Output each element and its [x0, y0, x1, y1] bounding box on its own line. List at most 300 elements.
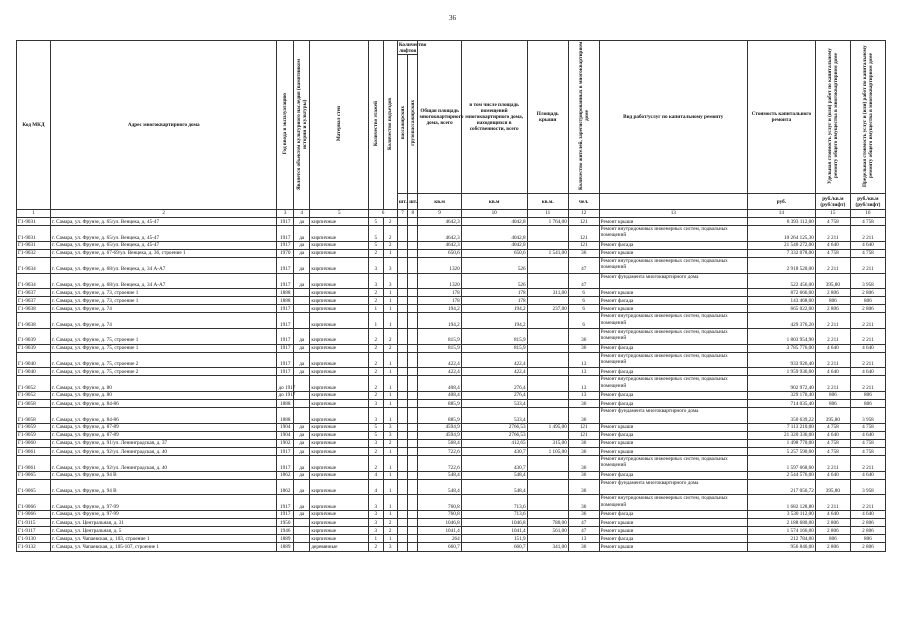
cell-total-area: 1320 [418, 273, 461, 289]
cell-roof-area [527, 257, 568, 273]
cell-material: кирпичные [310, 495, 369, 511]
cell-address: г. Самара, ул. Фрунзе, д. 75, строение 1 [50, 344, 277, 352]
cell-entrances: 2 [383, 344, 397, 352]
cell-max-cost: 806 [850, 392, 885, 400]
cell-residents: 121 [568, 241, 599, 249]
cell-address: г. Самара, ул. Фрунзе, д. 74 [50, 313, 277, 329]
cell-unit-cost: 806 [815, 392, 850, 400]
cell-material: кирпичные [310, 448, 369, 456]
header-work-type: Вид работ/услуг по капитальному ремонту [599, 41, 747, 194]
cell-lifts-passenger [397, 479, 407, 495]
cell-cost: 8 393 112,00 [747, 218, 815, 226]
cell-entrances: 3 [383, 273, 397, 289]
cell-address: г. Самара, ул. Фрунзе, д. 97-99 [50, 495, 277, 511]
cell-residents: 6 [568, 289, 599, 297]
cell-residents: 36 [568, 456, 599, 472]
cell-total-area: 194,2 [418, 313, 461, 329]
cell-code: Г1-9038 [17, 305, 51, 313]
cell-lifts-cargo [408, 249, 418, 257]
cell-unit-cost: 395,80 [815, 479, 850, 495]
cell-entrances: 1 [383, 297, 397, 305]
cell-owned-area: 1041,4 [461, 527, 527, 535]
cell-max-cost: 2 211 [850, 376, 885, 392]
cell-residents: 36 [568, 249, 599, 257]
cell-lifts-passenger [397, 423, 407, 431]
cell-material: кирпичные [310, 511, 369, 519]
cell-lifts-cargo [408, 448, 418, 456]
cell-material: кирпичные [310, 423, 369, 431]
cell-max-cost: 2 211 [850, 313, 885, 329]
cell-roof-area: 341,00 [527, 543, 568, 551]
cell-entrances: 1 [383, 352, 397, 368]
cell-lifts-cargo [408, 471, 418, 479]
cell-cultural: да [293, 495, 309, 511]
cell-max-cost: 2 211 [850, 329, 885, 345]
cell-residents: 36 [568, 400, 599, 408]
cell-lifts-passenger [397, 511, 407, 519]
cell-floors: 3 [369, 439, 383, 447]
cell-year: 1904 [277, 431, 293, 439]
table-row [17, 218, 886, 226]
header-max-cost: Предельная стоимость услуг и (или) работ по капитальному ремонту общего имущества в многоквартирном доме [861, 45, 874, 187]
cell-residents: 47 [568, 257, 599, 273]
cell-material: кирпичные [310, 218, 369, 226]
cell-unit-cost: 806 [815, 297, 850, 305]
cell-residents: 36 [568, 448, 599, 456]
cell-work-type: Ремонт крыши [599, 289, 747, 297]
cell-year: 1888 [277, 297, 293, 305]
cell-floors: 2 [369, 297, 383, 305]
cell-floors: 4 [369, 479, 383, 495]
table-row [17, 273, 886, 289]
cell-work-type: Ремонт фасада [599, 535, 747, 543]
cell-work-type: Ремонт фасада [599, 344, 747, 352]
cell-material: кирпичные [310, 527, 369, 535]
cell-unit-cost: 2 806 [815, 527, 850, 535]
cell-residents: 36 [568, 543, 599, 551]
cell-max-cost: 4 640 [850, 511, 885, 519]
table-row [17, 527, 886, 535]
cell-owned-area: 194,2 [461, 305, 527, 313]
cell-lifts-cargo [408, 431, 418, 439]
cell-work-type: Ремонт крыши [599, 527, 747, 535]
cell-work-type: Ремонт фундамента многоквартирного дома [599, 479, 747, 495]
cell-material: кирпичные [310, 408, 369, 424]
cell-material: кирпичные [310, 289, 369, 297]
cell-work-type: Ремонт внутридомовых инженерных систем, подвальных помещений [599, 352, 747, 368]
cell-cost: 902 972,40 [747, 376, 815, 392]
cell-total-area: 815,9 [418, 344, 461, 352]
cell-floors: 2 [369, 376, 383, 392]
unit-cost: руб. [747, 194, 815, 210]
cell-total-area: 568,4 [418, 439, 461, 447]
cell-lifts-passenger [397, 273, 407, 289]
cell-roof-area: 315,00 [527, 439, 568, 447]
cell-total-area: 722,6 [418, 456, 461, 472]
cell-max-cost: 2 211 [850, 257, 885, 273]
cell-entrances: 3 [383, 423, 397, 431]
cell-material: кирпичные [310, 305, 369, 313]
cell-material: кирпичные [310, 313, 369, 329]
unit-total-area: кв.м [418, 194, 461, 210]
cell-year: 1917 [277, 329, 293, 345]
cell-material: деревянные [310, 543, 369, 551]
cell-floors: 2 [369, 543, 383, 551]
cell-lifts-cargo [408, 527, 418, 535]
cell-unit-cost: 4 758 [815, 448, 850, 456]
cell-owned-area: 422,4 [461, 368, 527, 376]
cell-owned-area: 276,4 [461, 376, 527, 392]
cell-cost: 429 376,20 [747, 313, 815, 329]
cell-floors: 3 [369, 408, 383, 424]
unit-lifts-cargo: шт. [408, 194, 418, 210]
cell-lifts-cargo [408, 495, 418, 511]
cell-owned-area: 4042,8 [461, 241, 527, 249]
cell-cultural: да [293, 249, 309, 257]
cell-code: Г1-9061 [17, 448, 51, 456]
cell-cultural: да [293, 226, 309, 242]
cell-floors: 3 [369, 519, 383, 527]
cell-cost: 872 666,00 [747, 289, 815, 297]
cell-lifts-passenger [397, 344, 407, 352]
cell-address: г. Самара, ул. Фрунзе, д. 65/ул. Венцека, д. 45-47 [50, 226, 277, 242]
cell-owned-area: 533,4 [461, 400, 527, 408]
cell-year: до 1917 [278, 392, 296, 399]
cell-unit-cost: 2 806 [815, 289, 850, 297]
cell-total-area: 4594,9 [418, 431, 461, 439]
cell-address: г. Самара, ул. Фрунзе, д. 92/ул. Ленинградская, д. 40 [50, 448, 277, 456]
cell-unit-cost: 2 211 [815, 495, 850, 511]
cell-cost: 665 022,00 [747, 305, 815, 313]
cell-unit-cost: 4 640 [815, 471, 850, 479]
cell-unit-cost: 395,80 [815, 273, 850, 289]
cell-owned-area: 412,65 [461, 439, 527, 447]
cell-cultural: да [293, 352, 309, 368]
column-number: 16 [850, 210, 885, 218]
cell-owned-area: 713,6 [461, 511, 527, 519]
cell-code: Г1-9037 [17, 297, 51, 305]
cell-roof-area [527, 344, 568, 352]
cell-max-cost: 806 [850, 400, 885, 408]
cell-material: кирпичные [310, 519, 369, 527]
header-material: Материал стен [336, 106, 343, 142]
cell-residents: 121 [568, 226, 599, 242]
cell-entrances: 1 [383, 289, 397, 297]
cell-material: кирпичные [310, 226, 369, 242]
cell-code: Г1-9034 [17, 257, 51, 273]
cell-lifts-cargo [408, 241, 418, 249]
cell-entrances: 1 [383, 392, 397, 400]
cell-total-area: 4642,3 [418, 218, 461, 226]
cell-code: Г1-9052 [17, 376, 51, 392]
cell-unit-cost: 4 640 [815, 511, 850, 519]
cell-cultural [293, 535, 309, 543]
cell-owned-area: 4042,8 [461, 226, 527, 242]
cell-cultural [293, 527, 309, 535]
cell-lifts-passenger [397, 257, 407, 273]
cell-year: 1917 [277, 273, 293, 289]
cell-year: 1950 [277, 519, 293, 527]
cell-lifts-passenger [397, 249, 407, 257]
table-row [17, 400, 886, 408]
cell-cultural: да [293, 479, 309, 495]
cell-work-type: Ремонт крыши [599, 519, 747, 527]
column-number: 2 [50, 210, 277, 218]
cell-lifts-passenger [397, 448, 407, 456]
cell-work-type: Ремонт фундамента многоквартирного дома [599, 273, 747, 289]
cell-owned-area: 151,9 [461, 535, 527, 543]
cell-lifts-passenger [397, 543, 407, 551]
cell-floors: 5 [369, 218, 383, 226]
cell-unit-cost: 2 806 [815, 519, 850, 527]
cell-lifts-cargo [408, 273, 418, 289]
cell-address: г. Самара, ул. Фрунзе, д. 92/ул. Ленинградская, д. 40 [50, 456, 277, 472]
cell-total-area: 264 [418, 535, 461, 543]
cell-lifts-passenger [397, 431, 407, 439]
column-number-row [17, 210, 886, 218]
cell-entrances: 1 [383, 471, 397, 479]
cell-code: Г1-9059 [17, 431, 51, 439]
cell-entrances: 1 [383, 376, 397, 392]
cell-lifts-cargo [408, 344, 418, 352]
cell-total-area: 178 [418, 297, 461, 305]
cell-unit-cost: 2 211 [815, 456, 850, 472]
cell-lifts-cargo [408, 329, 418, 345]
cell-lifts-passenger [397, 297, 407, 305]
cell-max-cost: 4 758 [850, 218, 885, 226]
table-row [17, 352, 886, 368]
cell-address: г. Самара, ул. Фрунзе, д. 65/ул. Венцека, д. 45-47 [50, 218, 277, 226]
header-cultural: Является объектом культурного наследия (памятником истории и культуры) [295, 58, 308, 190]
cell-year: 1917 [277, 218, 293, 226]
unit-residents: чел. [568, 194, 599, 210]
cell-roof-area [527, 352, 568, 368]
cell-year: 1889 [277, 543, 293, 551]
cell-roof-area [527, 479, 568, 495]
cell-lifts-cargo [408, 519, 418, 527]
table-row [17, 344, 886, 352]
cell-address: г. Самара, ул. Фрунзе, д. 67-69/ул. Венцека, д. 36, строение 1 [50, 249, 277, 257]
cell-lifts-passenger [397, 400, 407, 408]
cell-lifts-cargo [408, 289, 418, 297]
cell-roof-area [527, 511, 568, 519]
cell-lifts-cargo [408, 408, 418, 424]
cell-roof-area: 1 105,00 [527, 448, 568, 456]
cell-cost: 1 803 954,90 [747, 329, 815, 345]
cell-code: Г1-9117 [17, 527, 51, 535]
table-row [17, 392, 886, 400]
cell-max-cost: 806 [850, 297, 885, 305]
cell-max-cost: 2 806 [850, 527, 885, 535]
cell-cost: 7 113 210,00 [747, 423, 815, 431]
cell-owned-area: 815,9 [461, 344, 527, 352]
cell-unit-cost: 2 211 [815, 313, 850, 329]
cell-lifts-cargo [408, 313, 418, 329]
table-row [17, 543, 886, 551]
cell-floors: 5 [369, 431, 383, 439]
cell-residents: 6 [568, 305, 599, 313]
cell-year: 1862 [277, 471, 293, 479]
column-number: 4 [293, 210, 309, 218]
cell-max-cost: 2 806 [850, 305, 885, 313]
cell-total-area: 408,4 [418, 392, 461, 400]
cell-address: г. Самара, ул. Фрунзе, д. 75, строение 1 [50, 329, 277, 345]
cell-cost: 2 188 680,00 [747, 519, 815, 527]
cell-max-cost: 4 640 [850, 241, 885, 249]
cell-owned-area: 178 [461, 289, 527, 297]
cell-entrances: 2 [383, 439, 397, 447]
cell-address: г. Самара, ул. Фрунзе, д. 87-89 [50, 423, 277, 431]
cell-floors: 3 [369, 511, 383, 519]
table-row [17, 456, 886, 472]
cell-cost: 217 056,72 [747, 479, 815, 495]
cell-lifts-cargo [408, 392, 418, 400]
cell-residents: 36 [568, 511, 599, 519]
cell-year: 1888 [277, 289, 293, 297]
cell-lifts-cargo [408, 257, 418, 273]
table-row [17, 535, 886, 543]
cell-material: кирпичные [310, 297, 369, 305]
cell-residents: 13 [568, 376, 599, 392]
cell-residents: 36 [568, 329, 599, 345]
cell-owned-area: 430,7 [461, 456, 527, 472]
header-total-area: Общая площадь многоквартирного дома, всего [418, 41, 461, 194]
cell-material: кирпичные [310, 249, 369, 257]
cell-code: Г1-9032 [17, 249, 51, 257]
cell-work-type: Ремонт фасада [599, 400, 747, 408]
cell-floors: 3 [369, 273, 383, 289]
cell-material: кирпичные [310, 439, 369, 447]
cell-floors: 1 [369, 305, 383, 313]
column-number: 13 [599, 210, 747, 218]
cell-residents: 13 [568, 368, 599, 376]
cell-owned-area: 548,4 [461, 471, 527, 479]
table-row [17, 439, 886, 447]
cell-lifts-cargo [408, 305, 418, 313]
header-owned-area: в том числе площадь помещений многоквартирного дома, находящихся в собственности, всего [461, 41, 527, 194]
cell-total-area: 885,9 [418, 408, 461, 424]
cell-unit-cost: 4 758 [815, 423, 850, 431]
table-row [17, 368, 886, 376]
column-number: 3 [277, 210, 293, 218]
cell-owned-area: 1046,8 [461, 519, 527, 527]
cell-roof-area: 1 495,00 [527, 423, 568, 431]
cell-cultural [293, 313, 309, 329]
cell-entrances: 1 [383, 249, 397, 257]
table-row [17, 289, 886, 297]
cell-roof-area: 311,00 [527, 289, 568, 297]
cell-material: кирпичные [310, 241, 369, 249]
column-number: 9 [418, 210, 461, 218]
cell-owned-area: 276,4 [461, 392, 527, 400]
table-body [17, 210, 886, 552]
header-code: Код МКД [17, 41, 51, 210]
cell-total-area: 548,4 [418, 479, 461, 495]
cell-roof-area: 237,00 [527, 305, 568, 313]
cell-unit-cost: 2 211 [815, 226, 850, 242]
cell-year: 1917 [277, 305, 293, 313]
cell-residents: 36 [568, 495, 599, 511]
cell-owned-area: 194,2 [461, 313, 527, 329]
cell-floors: 2 [369, 249, 383, 257]
cell-work-type: Ремонт крыши [599, 439, 747, 447]
cell-unit-cost: 2 806 [815, 305, 850, 313]
cell-code: Г1-9058 [17, 400, 51, 408]
cell-owned-area: 4042,8 [461, 218, 527, 226]
cell-year: 1917 [277, 495, 293, 511]
cell-cost: 329 170,40 [747, 392, 815, 400]
unit-unit-cost: руб./кв.м (руб/лифт) [815, 194, 850, 210]
cell-max-cost: 3 958 [850, 408, 885, 424]
cell-roof-area [527, 297, 568, 305]
cell-lifts-passenger [397, 527, 407, 535]
cell-roof-area [527, 241, 568, 249]
cell-roof-area [527, 535, 568, 543]
cell-lifts-passenger [397, 535, 407, 543]
cell-residents: 121 [568, 423, 599, 431]
cell-unit-cost: 806 [815, 400, 850, 408]
cell-lifts-passenger [397, 218, 407, 226]
cell-code: Г1-9031 [17, 218, 51, 226]
cell-code: Г1-9038 [17, 313, 51, 329]
cell-floors: 3 [369, 400, 383, 408]
cell-floors: 1 [369, 535, 383, 543]
page-number: 36 [449, 14, 456, 22]
cell-cultural [293, 289, 309, 297]
cell-lifts-cargo [408, 439, 418, 447]
cell-cultural: да [293, 439, 309, 447]
header-lifts: Количество лифтов [398, 41, 427, 54]
cell-residents: 13 [568, 535, 599, 543]
cell-floors: 2 [369, 368, 383, 376]
cell-lifts-passenger [397, 392, 407, 400]
cell-floors: 2 [369, 289, 383, 297]
cell-total-area: 760,8 [418, 495, 461, 511]
cell-cost: 2 918 520,00 [747, 257, 815, 273]
cell-address: г. Самара, ул. Фрунзе, д. 73, строение 1 [50, 297, 277, 305]
cell-roof-area [527, 226, 568, 242]
cell-owned-area: 430,7 [461, 448, 527, 456]
table-row [17, 226, 886, 242]
cell-code: Г1-9040 [17, 368, 51, 376]
cell-material: кирпичные [310, 376, 369, 392]
table-row [17, 519, 886, 527]
cell-cultural: да [293, 423, 309, 431]
cell-unit-cost: 806 [815, 535, 850, 543]
cell-unit-cost: 2 806 [815, 543, 850, 551]
cell-material: кирпичные [310, 471, 369, 479]
cell-entrances: 1 [383, 448, 397, 456]
column-number: 5 [310, 210, 369, 218]
cell-lifts-cargo [408, 226, 418, 242]
column-number: 15 [815, 210, 850, 218]
cell-entrances: 2 [383, 519, 397, 527]
cell-lifts-passenger [397, 368, 407, 376]
cell-code: Г1-9130 [17, 535, 51, 543]
cell-max-cost: 3 958 [850, 479, 885, 495]
cell-residents: 6 [568, 313, 599, 329]
cell-max-cost: 806 [850, 535, 885, 543]
cell-work-type: Ремонт внутридомовых инженерных систем, подвальных помещений [599, 313, 747, 329]
cell-cultural [293, 392, 309, 400]
table-row [17, 479, 886, 495]
cell-residents: 36 [568, 471, 599, 479]
cell-lifts-passenger [397, 519, 407, 527]
cell-roof-area [527, 392, 568, 400]
cell-residents: 6 [568, 297, 599, 305]
cell-unit-cost: 2 211 [815, 376, 850, 392]
header-entrances: Количество подъездов [387, 98, 394, 150]
